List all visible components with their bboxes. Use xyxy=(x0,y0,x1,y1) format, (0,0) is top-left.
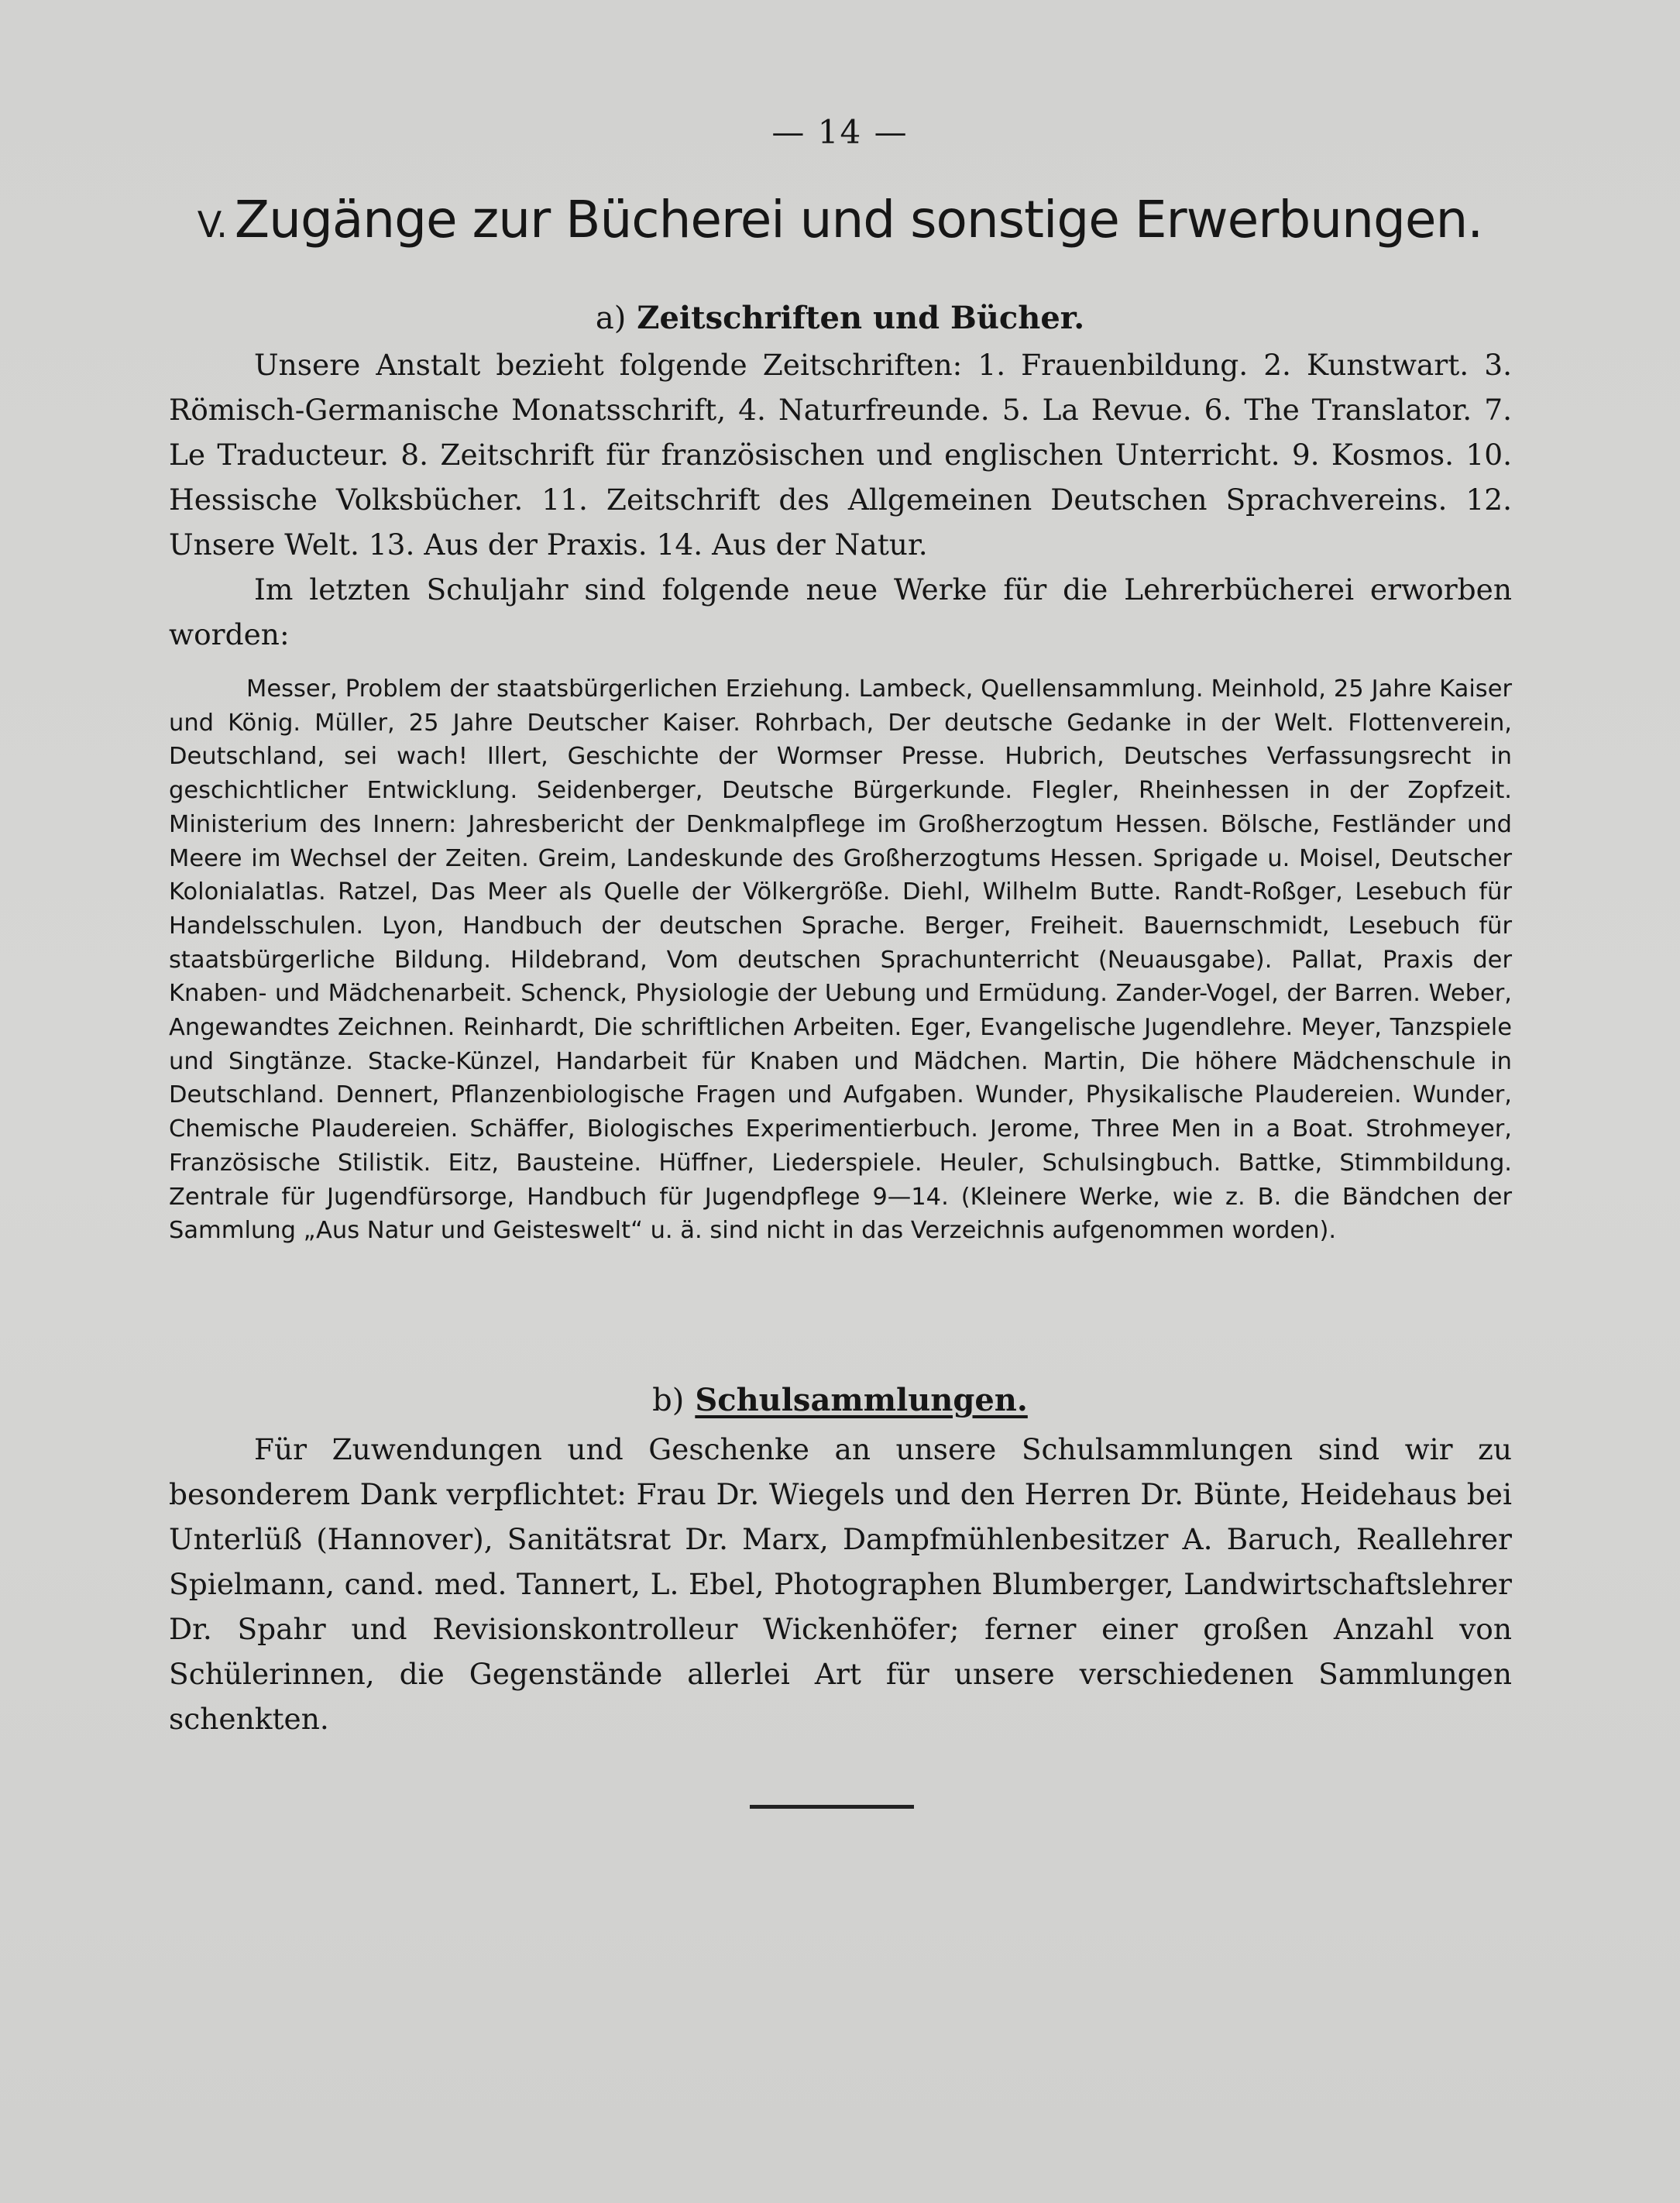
section-a-label: a) xyxy=(595,301,627,336)
journals-block xyxy=(169,342,1512,657)
section-a-title: Zeitschriften und Bücher. xyxy=(637,300,1085,336)
new-works-paragraph: Im letzten Schuljahr sind folgende neue Werke für die Lehrerbücherei erworben worden: xyxy=(169,572,1512,651)
section-b-title: Schulsammlungen. xyxy=(695,1382,1028,1418)
donations-paragraph: Für Zuwendungen und Geschenke an unsere Schulsammlungen sind wir zu besonderem Dank verpflichtet: Frau Dr. Wiegels und den Herren Dr. Bünte, Heidehaus bei Unterlüß (Hannover), Sanitätsrat Dr. Marx, Dampfmühlenbesitzer A. Baruch, Reallehrer Spielmann, cand. med. Tannert, L. Ebel, Photographen Blumberger, Landwirtschaftslehrer Dr. Spahr und Revisionskontrolleur Wickenhöfer; ferner einer großen Anzahl von Schülerinnen, die Gegenstände allerlei Art für unsere verschiedenen Sammlungen schenkten. xyxy=(169,1432,1512,1736)
book-list-paragraph: Messer, Problem der staatsbürgerlichen Erziehung. Lambeck, Quellensammlung. Meinhold, 25 Jahre Kaiser und König. Müller, 25 Jahre Deutscher Kaiser. Rohrbach, Der deutsche Gedanke in der Welt. Flottenverein, Deutschland, sei wach! Illert, Geschichte der Wormser Presse. Hubrich, Deutsches Verfassungsrecht in geschichtlicher Entwicklung. Seidenberger, Deutsche Bürgerkunde. Flegler, Rheinhessen in der Zopfzeit. Ministerium des Innern: Jahresbericht der Denkmalpflege im Großherzogtum Hessen. Bölsche, Festländer und Meere im Wechsel der Zeiten. Greim, Landeskunde des Großherzogtums Hessen. Sprigade u. Moisel, Deutscher Kolonialatlas. Ratzel, Das Meer als Quelle der Völkergröße. Diehl, Wilhelm Butte. Randt-Roßger, Lesebuch für Handelsschulen. Lyon, Handbuch der deutschen Sprache. Berger, Freiheit. Bauernschmidt, Lesebuch für staatsbürgerliche Bildung. Hildebrand, Vom deutschen Sprachunterricht (Neuausgabe). Pallat, Praxis der Knaben- und Mädchenarbeit. Schenck, Physiologie der Uebung und Ermüdung. Zander-Vogel, der Barren. Weber, Angewandtes Zeichnen. Reinhardt, Die schriftlichen Arbeiten. Eger, Evangelische Jugendlehre. Meyer, Tanzspiele und Singtänze. Stacke-Künzel, Handarbeit für Knaben und Mädchen. Martin, Die höhere Mädchenschule in Deutschland. Dennert, Pflanzenbiologische Fragen und Aufgaben. Wunder, Physikalische Plaudereien. Wunder, Chemische Plaudereien. Schäffer, Biologisches Experimentierbuch. Jerome, Three Men in a Boat. Strohmeyer, Französische Stilistik. Eitz, Bausteine. Hüffner, Liederspiele. Heuler, Schulsingbuch. Battke, Stimmbildung. Zentrale für Jugendfürsorge, Handbuch für Jugendpflege 9—14. (Kleinere Werke, wie z. B. die Bändchen der Sammlung „Aus Natur und Geisteswelt“ u. ä. sind nicht in das Verzeichnis aufgenommen worden). xyxy=(169,675,1512,1245)
chapter-heading xyxy=(0,190,1680,249)
section-b-heading xyxy=(0,1382,1680,1418)
page-number: — 14 — xyxy=(771,113,909,151)
book-list-block xyxy=(169,672,1512,1248)
chapter-numeral: V. xyxy=(197,204,227,246)
chapter-title: Zugänge zur Bücherei und sonstige Erwerbungen. xyxy=(234,190,1483,249)
end-divider xyxy=(750,1805,914,1809)
journals-paragraph: Unsere Anstalt bezieht folgende Zeitschriften: 1. Frauenbildung. 2. Kunstwart. 3. Römisch-Germanische Monatsschrift, 4. Naturfreunde. 5. La Revue. 6. The Translator. 7. Le Traducteur. 8. Zeitschrift für französischen und englischen Unterricht. 9. Kosmos. 10. Hessische Volksbücher. 11. Zeitschrift des Allgemeinen Deutschen Sprachvereins. 12. Unsere Welt. 13. Aus der Praxis. 14. Aus der Natur. xyxy=(169,348,1512,562)
donations-block xyxy=(169,1427,1512,1741)
section-a-heading xyxy=(0,300,1680,336)
section-b-label: b) xyxy=(652,1383,685,1418)
